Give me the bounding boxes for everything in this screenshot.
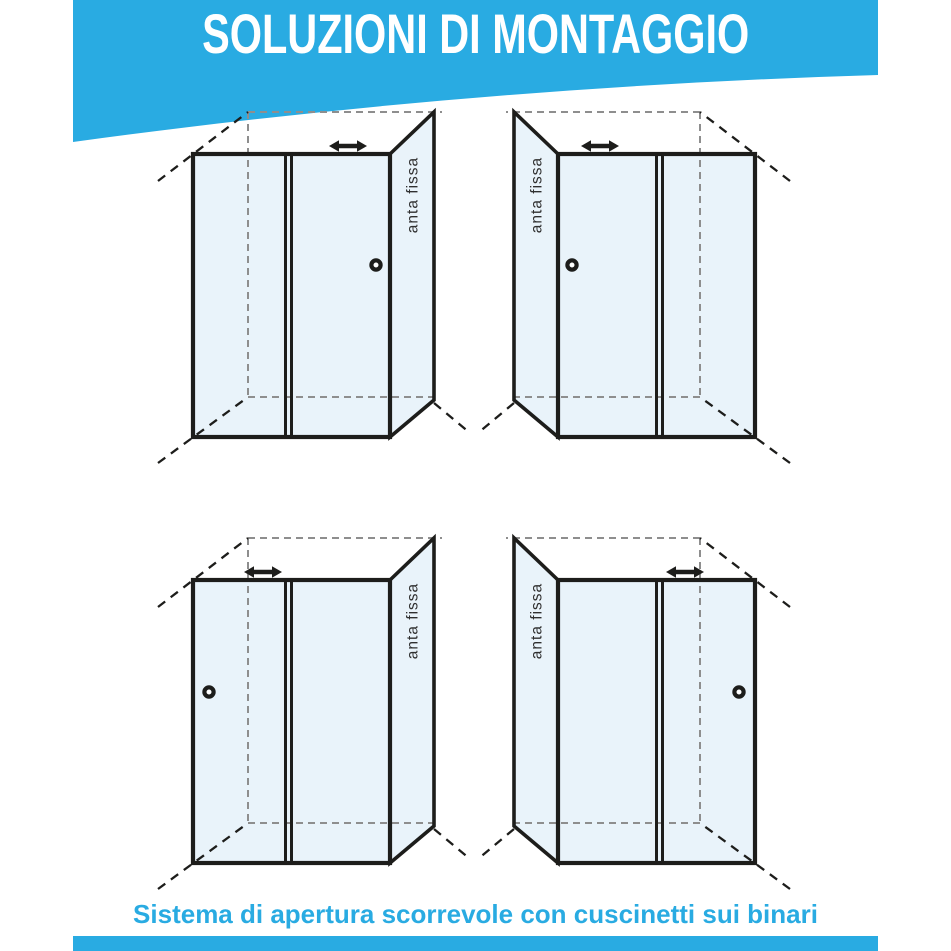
mounting-diagram-bottom-right [468, 521, 798, 901]
title-bar [73, 0, 878, 64]
door-handle-icon [734, 687, 743, 696]
anta-fissa-label: anta fissa [528, 156, 546, 234]
footer-bar [73, 936, 878, 951]
mounting-diagram-top-right [468, 95, 798, 475]
anta-fissa-label: anta fissa [528, 582, 546, 660]
floor-corner-diagonal [478, 403, 514, 433]
slide-direction-arrow-icon [581, 140, 619, 151]
mounting-diagram-top-left [150, 95, 480, 475]
floor-corner-diagonal [434, 403, 470, 433]
door-handle-icon [204, 687, 213, 696]
slide-direction-arrow-icon [329, 140, 367, 151]
mounting-diagram-bottom-left [150, 521, 480, 901]
page-title: SOLUZIONI DI MONTAGGIO [201, 2, 750, 65]
door-handle-icon [371, 260, 380, 269]
anta-fissa-label: anta fissa [404, 156, 422, 234]
slide-direction-arrow-icon [666, 566, 704, 577]
anta-fissa-label: anta fissa [404, 582, 422, 660]
door-handle-icon [567, 260, 576, 269]
floor-corner-diagonal [478, 829, 514, 859]
slide-direction-arrow-icon [244, 566, 282, 577]
caption: Sistema di apertura scorrevole con cuscinetti sui binari [133, 899, 818, 929]
floor-corner-diagonal [434, 829, 470, 859]
